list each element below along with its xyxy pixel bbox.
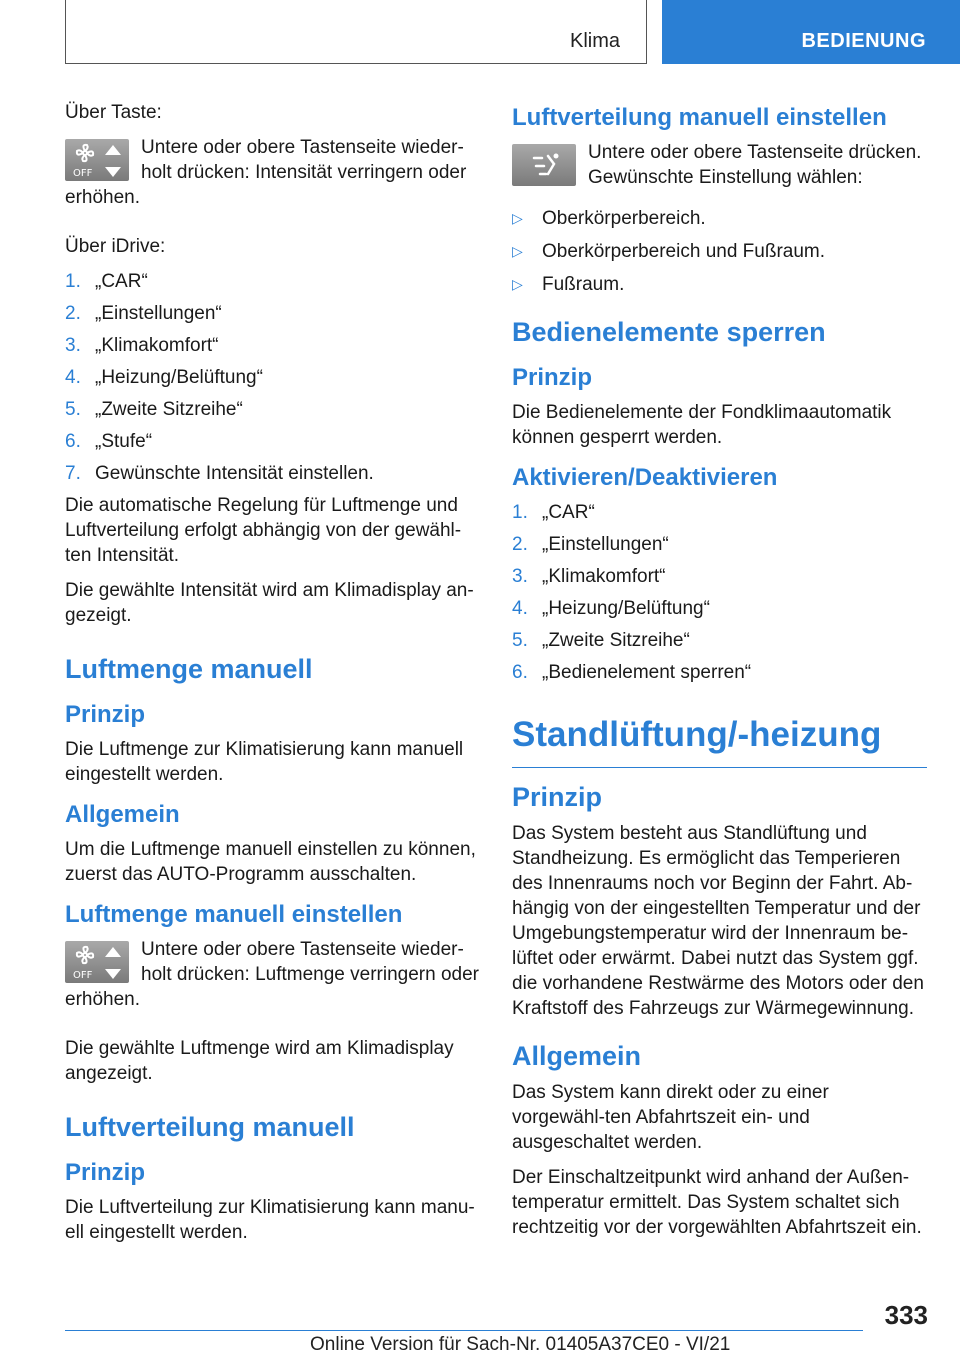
svg-text:OFF: OFF [73,970,93,981]
page-number: 333 [884,1300,928,1330]
subsection-title: Prinzip [65,1159,146,1186]
subsection-title: Aktivieren/Deaktivieren [512,464,778,491]
list-item: 3. „Klimakomfort“ [65,335,219,356]
lock-steps [512,500,927,685]
section-title: Luftverteilung manuell [65,1112,355,1142]
subsection-title: Luftmenge manuell einstellen [65,901,403,928]
section-title: Allgemein [512,1041,642,1071]
subsection-title: Allgemein [65,801,180,828]
paragraph: Das System besteht aus Standlüftung und Standheizung. Es ermöglicht das Temperieren des Innenraums noch vor Beginn der Fahrt. Ab-hängig von der eingestellten Temperatur und der Umgebungstemperatur wird der Innenraum be-lüftet oder erwärmt. Dabei nutzt das System ggf. die vorhandene Restwärme des Motors oder den Kraftstoff des Fahrzeugs zur Wärmegewinnung. [512,823,924,1019]
idrive-label: Über iDrive: [65,236,166,257]
header-chapter: BEDIENUNG [801,30,926,52]
fan-button-paragraph [65,937,480,1022]
taste-label: Über Taste: [65,102,162,123]
paragraph: Untere oder obere Tastenseite drücken. Gewünschte Einstellung wählen: [588,142,922,188]
fan-button-icon [65,139,129,181]
list-item: 4. „Heizung/Belüftung“ [512,598,710,619]
header-chapter-tab [662,0,960,64]
footer-version: Online Version für Sach-Nr. 01405A37CE0 - VI/21 [310,1334,731,1355]
list-item: 6. „Stufe“ [65,431,153,452]
subsection-title: Prinzip [512,364,593,391]
paragraph: Die automatische Regelung für Luftmenge und Luftverteilung erfolgt abhängig von der gewähl-ten Intensität. [65,495,462,566]
idrive-steps [65,269,480,486]
paragraph: Die Bedienelemente der Fondklimaautomatik können gesperrt werden. [512,402,892,448]
section-title: Luftmenge manuell [65,654,313,684]
section-title: Bedienelemente sperren [512,317,826,347]
paragraph: Untere oder obere Tastenseite wieder-holt drücken: Luftmenge verringern oder erhöhen. [65,939,479,1010]
paragraph: Die gewählte Luftmenge wird am Klimadisplay angezeigt. [65,1038,454,1084]
subsection-title: Luftverteilung manuell einstellen [512,104,887,131]
fan-button-icon [65,941,129,983]
list-item: 5. „Zweite Sitzreihe“ [512,630,690,651]
list-item: 6. „Bedienelement sperren“ [512,662,752,683]
list-item: ▷ Oberkörperbereich. [512,208,706,229]
header-section: Klima [569,30,620,52]
paragraph: Die gewählte Intensität wird am Klimadisplay an-gezeigt. [65,580,474,626]
distribution-options [512,206,927,297]
air-distribution-icon [512,144,576,186]
paragraph: Der Einschaltzeitpunkt wird anhand der Außen-temperatur ermittelt. Das System schaltet sich rechtzeitig vor der vorgewählten Abfahrtszeit ein. [512,1167,922,1238]
right-column [512,100,927,1250]
fan-button-paragraph [65,135,480,220]
paragraph: Das System kann direkt oder zu einer vorgewähl-ten Abfahrtszeit ein- und ausgeschaltet werden. [512,1082,829,1153]
list-item: ▷ Oberkörperbereich und Fußraum. [512,241,826,262]
left-column [65,100,480,1255]
paragraph: Die Luftmenge zur Klimatisierung kann manuell eingestellt werden. [65,739,464,785]
header-box [65,0,647,64]
footer-divider [65,1330,863,1331]
air-distribution-paragraph [512,140,927,200]
list-item: 7. Gewünschte Intensität einstellen. [65,463,374,484]
list-item: 2. „Einstellungen“ [512,534,669,555]
list-item: ▷ Fußraum. [512,274,625,295]
section-title: Prinzip [512,782,603,812]
paragraph: Um die Luftmenge manuell einstellen zu können, zuerst das AUTO-Programm ausschalten. [65,839,476,885]
list-item: 1. „CAR“ [512,502,595,523]
svg-text:OFF: OFF [73,168,93,179]
chapter-title: Standlüftung/-heizung [512,715,927,768]
subsection-title: Prinzip [65,701,146,728]
list-item: 1. „CAR“ [65,271,148,292]
list-item: 3. „Klimakomfort“ [512,566,666,587]
list-item: 2. „Einstellungen“ [65,303,222,324]
paragraph: Die Luftverteilung zur Klimatisierung kann manu-ell eingestellt werden. [65,1197,475,1243]
list-item: 5. „Zweite Sitzreihe“ [65,399,243,420]
list-item: 4. „Heizung/Belüftung“ [65,367,263,388]
taste-text: Untere oder obere Tastenseite wieder-holt drücken: Intensität verringern oder erhöhen. [65,137,467,208]
